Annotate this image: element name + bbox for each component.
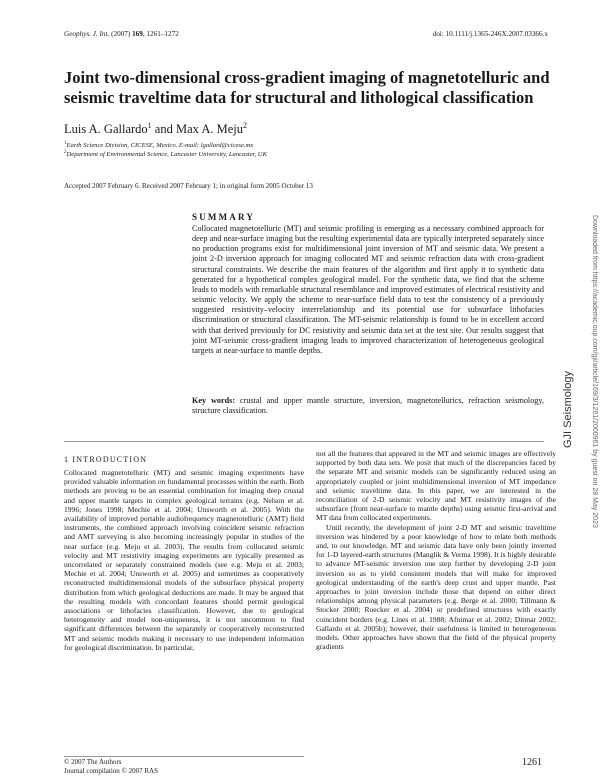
body-column-left xyxy=(64,468,304,652)
author-name: Max A. Meju xyxy=(175,122,243,137)
author-name: Luis A. Gallardo xyxy=(64,122,148,137)
download-notice: Downloaded from https://academic.oup.com/gji/article/169/3/1261/2000961 by guest on 28 May 2023 xyxy=(591,215,598,528)
journal-volume: 169 xyxy=(132,30,143,38)
page-number: 1261 xyxy=(522,757,542,768)
affil-number: 2 xyxy=(64,150,67,155)
section-logo-text: GJI Seismology xyxy=(562,370,574,448)
journal-name: Geophys. J. Int. xyxy=(64,30,110,38)
copyright-line: Journal compilation © 2007 RAS xyxy=(64,766,158,775)
body-column-right xyxy=(316,449,556,651)
keywords xyxy=(192,396,544,417)
affil-marker: 2 xyxy=(243,121,247,130)
author-conjunction: and xyxy=(151,122,176,137)
journal-pages: , 1261–1272 xyxy=(142,30,179,38)
keywords-text: crustal and upper mantle structure, inversion, magnetotellurics, refraction seismology, structure classification. xyxy=(192,396,545,416)
journal-year: (2007) xyxy=(111,30,131,38)
accepted-dates: Accepted 2007 February 6. Received 2007 February 1; in original form 2005 October 13 xyxy=(64,182,313,190)
running-header-citation xyxy=(64,30,179,38)
affil-text: Earth Science Division, CICESE, Mexico. E-mail: lgallard@cicese.mx xyxy=(66,142,254,150)
journal-section-logo xyxy=(562,370,582,448)
section-divider xyxy=(64,441,544,442)
copyright-footer xyxy=(64,758,158,775)
summary-text: Collocated magnetotelluric (MT) and seismic profiling is emerging as a necessary combined approach for deep and near-surface imaging but the resulting experimental data are typically interpreted separately since no production programs exist for multidimensional joint inversion of MT and seismic data. We present a joint 2-D inversion approach for imaging collocated MT and seismic refraction data with cross-gradient structural constraints. We describe the main features of the algorithm and first apply it to synthetic data generated for a hypothetical complex geological model. For the synthetic data, we find that the scheme leads to models with remarkable structural resemblance and improved estimates of electrical resistivity and seismic velocity. We apply the scheme to near-surface field data to test the consistency of a previously suggested resistivity–velocity interrelationship and its potential use for subsurface lithofacies discrimination or structural classification. The MT-seismic relationship is found to be in excellent accord with that derived previously for DC resistivity and seismic data set at the test site. Our results suggest that joint MT-seismic cross-gradient imaging leads to improved characterization of heterogeneous geological targets at near-surface to mantle depths. xyxy=(192,224,544,355)
summary-heading: SUMMARY xyxy=(192,212,256,222)
keywords-label: Key words: xyxy=(192,396,236,405)
author-line xyxy=(64,121,247,137)
affil-number: 1 xyxy=(64,141,67,146)
affil-marker: 1 xyxy=(147,121,152,130)
section-heading: 1 INTRODUCTION xyxy=(64,455,148,464)
affiliation xyxy=(64,150,267,158)
affil-text: Department of Environmental Science, Lancaster University, Lancaster, UK xyxy=(66,151,267,159)
download-watermark xyxy=(588,215,598,635)
paragraph: Collocated magnetotelluric (MT) and seismic imaging experiments have provided valuable information on fundamental processes within the earth. Both methods are proving to be an essential combination for imaging deep crustal and upper mantle targets in complex geological terrains (e.g. Nelson et al. 1996; Jones 1998; Mechie et al. 2004; Unsworth et al. 2005). With the availability of improved portable audiofrequency magnetotelluric (AMT) field instruments, the combined approach involving coincident seismic refraction and AMT surveying is also becoming increasingly popular in studies of the near surface (e.g. Meju et al. 2003). The results from collocated seismic velocity and MT resistivity imaging experiments are typically presented as uncorrelated or separately constrained models (see e.g. Meju et al. 2003; Mechie et al. 2004; Unsworth et al. 2005) and sometimes as cooperatively reconstructed multidimensional models of the subsurface physical property distribution from which geological deductions are made. It may be argued that the resulting models with concordant features should permit geological associations or lithofacies classification. However, due to geological heterogeneity and model non-uniqueness, it is not uncommon to find significant differences between the separately or cooperatively reconstructed MT and seismic models making it necessary to use independent information for geological discrimination. In particular, xyxy=(64,468,304,652)
doi[interactable]: doi: 10.1111/j.1365-246X.2007.03366.x xyxy=(432,30,548,38)
affiliation xyxy=(64,141,253,149)
paper-title: Joint two-dimensional cross-gradient imaging of magnetotelluric and seismic traveltime data for structural and lithological classification xyxy=(64,68,550,107)
paragraph: Until recently, the development of joint 2-D MT and seismic traveltime inversion was hindered by a poor knowledge of how to relate both methods and, to our knowledge, MT and seismic data have only been jointly inverted for 1-D layered-earth structures (Manglik & Verma 1998). It is highly desirable to advance MT-seismic inversion one step further by developing 2-D joint inversion so as to yield consistent models that will make for improved geological understanding of the earth's deep crust and upper mantle. Past approaches to joint inversion include those that depend on either direct relationships among physical parameters (e.g. Berge et al. 2000; Tillmann & Stocker 2000; Roecker et al. 2004) or predefined structures with exactly coincident borders (e.g. Lines et al. 1988; Afnimar et al. 2002; Ditmar 2002; Gallardo et al. 2005b); however, their usefulness is limited in heterogeneous models. Other approaches have shown that the field of the physical property gradients xyxy=(316,522,556,652)
paragraph: not all the features that appeared in the MT and seismic images are effectively supported by both data sets. We posit that much of the discrepancies faced by the separate MT and seismic models can be significantly reduced using an appropriately coupled or joint multidimensional inversion of MT impedance and seismic traveltime data. In this paper, we are interested in the reconciliation of 2-D seismic velocity and MT resistivity images of the subsurface (from near-surface to mantle depths) using seismic first-arrival and MT data from collocated experiments. xyxy=(316,449,556,523)
copyright-line: © 2007 The Authors xyxy=(64,758,122,766)
footer-divider xyxy=(64,756,304,757)
